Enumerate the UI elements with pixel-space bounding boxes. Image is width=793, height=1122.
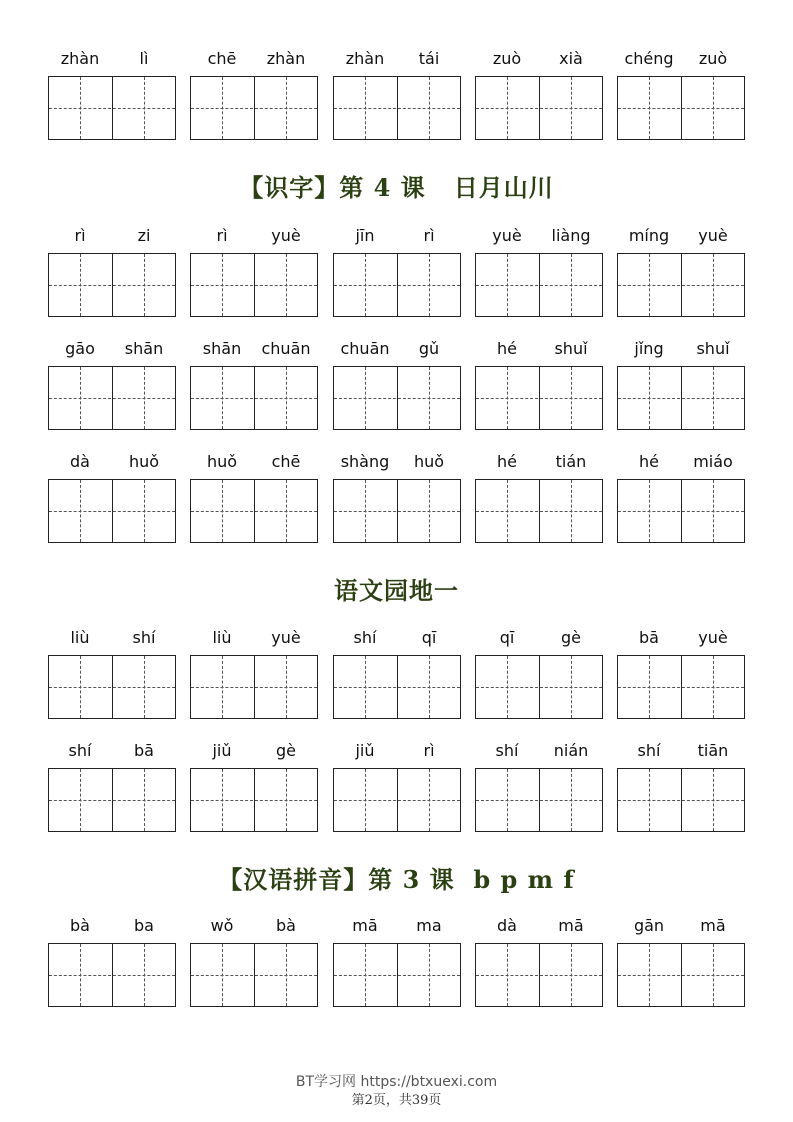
grid-guide-line [507, 480, 508, 542]
pinyin-label: chéng [624, 49, 674, 68]
grid-guide-line [649, 656, 650, 718]
pinyin-label: liù [212, 628, 232, 647]
pinyin-label: jīn [355, 226, 375, 245]
pinyin-label: shí [637, 741, 661, 760]
tianzige-writing-grid[interactable] [617, 655, 745, 719]
pinyin-label: shí [68, 741, 92, 760]
tianzige-writing-grid[interactable] [48, 943, 176, 1007]
word-practice-cell [333, 48, 461, 142]
pinyin-label: shuǐ [554, 339, 588, 358]
pinyin-label: gāo [65, 339, 95, 358]
grid-guide-line [334, 398, 460, 399]
grid-guide-line [334, 511, 460, 512]
practice-row [0, 338, 793, 432]
pinyin-label: hé [639, 452, 659, 471]
pinyin-label: zhàn [345, 49, 385, 68]
grid-guide-line [334, 108, 460, 109]
grid-guide-line [571, 77, 572, 139]
grid-guide-line [618, 108, 744, 109]
pinyin-label: chuān [340, 339, 390, 358]
grid-guide-line [507, 77, 508, 139]
word-practice-cell [617, 338, 745, 432]
tianzige-writing-grid[interactable] [190, 479, 318, 543]
grid-guide-line [429, 656, 430, 718]
pinyin-label: lì [139, 49, 149, 68]
pinyin-label: rì [74, 226, 86, 245]
grid-guide-line [286, 769, 287, 831]
tianzige-writing-grid[interactable] [333, 253, 461, 317]
word-practice-cell [190, 451, 318, 545]
word-practice-cell [475, 627, 603, 721]
grid-guide-line [476, 398, 602, 399]
tianzige-writing-grid[interactable] [333, 768, 461, 832]
word-practice-cell [48, 48, 176, 142]
grid-guide-line [571, 656, 572, 718]
pinyin-label: shí [132, 628, 156, 647]
word-practice-cell [475, 225, 603, 319]
grid-guide-line [476, 800, 602, 801]
grid-guide-line [80, 769, 81, 831]
grid-guide-line [571, 769, 572, 831]
word-practice-cell [617, 48, 745, 142]
word-practice-cell [190, 915, 318, 1009]
footer-page-number: 第2页，共39页 [351, 1093, 442, 1108]
pinyin-label: ba [134, 916, 154, 935]
pinyin-label: xià [559, 49, 583, 68]
grid-guide-line [618, 800, 744, 801]
tianzige-writing-grid[interactable] [617, 768, 745, 832]
grid-guide-line [713, 480, 714, 542]
pinyin-label: mā [558, 916, 584, 935]
tianzige-writing-grid[interactable] [333, 943, 461, 1007]
grid-guide-line [222, 769, 223, 831]
pinyin-label: liàng [551, 226, 591, 245]
pinyin-label: chē [271, 452, 301, 471]
pinyin-label: mā [700, 916, 726, 935]
tianzige-writing-grid[interactable] [617, 479, 745, 543]
grid-guide-line [222, 77, 223, 139]
pinyin-label: yuè [698, 628, 728, 647]
pinyin-label: zuò [492, 49, 522, 68]
grid-guide-line [713, 656, 714, 718]
grid-guide-line [286, 77, 287, 139]
word-practice-cell [190, 627, 318, 721]
tianzige-writing-grid[interactable] [333, 479, 461, 543]
grid-guide-line [80, 944, 81, 1006]
grid-guide-line [365, 944, 366, 1006]
grid-guide-line [571, 367, 572, 429]
grid-guide-line [365, 769, 366, 831]
tianzige-writing-grid[interactable] [48, 768, 176, 832]
pinyin-label: qī [499, 628, 515, 647]
pinyin-label: bà [276, 916, 296, 935]
pinyin-label: shuǐ [696, 339, 730, 358]
grid-guide-line [49, 687, 175, 688]
word-practice-cell [48, 338, 176, 432]
grid-guide-line [191, 975, 317, 976]
pinyin-label: chē [207, 49, 237, 68]
pinyin-label: shān [202, 339, 242, 358]
pinyin-label: tiān [697, 741, 729, 760]
pinyin-label: hé [497, 339, 517, 358]
word-practice-cell [617, 740, 745, 834]
pinyin-label: huǒ [206, 452, 238, 471]
grid-guide-line [649, 77, 650, 139]
grid-guide-line [144, 367, 145, 429]
tianzige-writing-grid[interactable] [475, 943, 603, 1007]
grid-guide-line [649, 769, 650, 831]
pinyin-label: jǐng [634, 339, 664, 358]
practice-row [0, 740, 793, 834]
grid-guide-line [80, 656, 81, 718]
word-practice-cell [333, 225, 461, 319]
grid-guide-line [476, 511, 602, 512]
lesson-heading-3: 【汉语拼音】第 3 课 b p m f [218, 865, 575, 894]
practice-row [0, 915, 793, 1009]
grid-guide-line [222, 944, 223, 1006]
word-practice-cell [48, 225, 176, 319]
grid-guide-line [286, 944, 287, 1006]
word-practice-cell [617, 915, 745, 1009]
grid-guide-line [49, 511, 175, 512]
tianzige-writing-grid[interactable] [190, 76, 318, 140]
pinyin-label: nián [553, 741, 589, 760]
pinyin-label: gè [276, 741, 296, 760]
grid-guide-line [49, 108, 175, 109]
grid-guide-line [80, 77, 81, 139]
grid-guide-line [191, 285, 317, 286]
pinyin-label: rì [423, 226, 435, 245]
word-practice-cell [475, 338, 603, 432]
grid-guide-line [476, 975, 602, 976]
word-practice-cell [617, 451, 745, 545]
pinyin-label: qī [421, 628, 437, 647]
grid-guide-line [713, 367, 714, 429]
tianzige-writing-grid[interactable] [617, 943, 745, 1007]
grid-guide-line [649, 944, 650, 1006]
pinyin-label: shí [495, 741, 519, 760]
grid-guide-line [191, 108, 317, 109]
pinyin-label: shàng [340, 452, 390, 471]
grid-guide-line [649, 254, 650, 316]
pinyin-label: mā [352, 916, 378, 935]
word-practice-cell [475, 48, 603, 142]
tianzige-writing-grid[interactable] [48, 655, 176, 719]
pinyin-label: yuè [271, 226, 301, 245]
grid-guide-line [713, 769, 714, 831]
pinyin-label: yuè [492, 226, 522, 245]
pinyin-label: shān [124, 339, 164, 358]
lesson-heading-2: 语文园地一 [334, 576, 459, 605]
pinyin-label: tián [555, 452, 587, 471]
tianzige-writing-grid[interactable] [475, 768, 603, 832]
tianzige-writing-grid[interactable] [333, 76, 461, 140]
tianzige-writing-grid[interactable] [475, 253, 603, 317]
grid-guide-line [571, 254, 572, 316]
grid-guide-line [144, 944, 145, 1006]
grid-guide-line [80, 254, 81, 316]
tianzige-writing-grid[interactable] [48, 366, 176, 430]
grid-guide-line [191, 800, 317, 801]
tianzige-writing-grid[interactable] [190, 943, 318, 1007]
grid-guide-line [429, 769, 430, 831]
grid-guide-line [222, 480, 223, 542]
pinyin-label: bā [639, 628, 659, 647]
grid-guide-line [618, 511, 744, 512]
grid-guide-line [429, 480, 430, 542]
tianzige-writing-grid[interactable] [617, 76, 745, 140]
grid-guide-line [476, 687, 602, 688]
pinyin-label: jiǔ [355, 741, 375, 760]
pinyin-label: zhàn [266, 49, 306, 68]
pinyin-label: jiǔ [212, 741, 232, 760]
grid-guide-line [49, 285, 175, 286]
grid-guide-line [429, 367, 430, 429]
grid-guide-line [144, 77, 145, 139]
pinyin-label: rì [216, 226, 228, 245]
pinyin-label: yuè [271, 628, 301, 647]
grid-guide-line [191, 687, 317, 688]
pinyin-label: chuān [261, 339, 311, 358]
pinyin-label: yuè [698, 226, 728, 245]
pinyin-label: wǒ [210, 916, 234, 935]
tianzige-writing-grid[interactable] [475, 479, 603, 543]
grid-guide-line [49, 398, 175, 399]
pinyin-label: liù [70, 628, 90, 647]
word-practice-cell [333, 627, 461, 721]
grid-guide-line [618, 285, 744, 286]
grid-guide-line [286, 367, 287, 429]
tianzige-writing-grid[interactable] [333, 655, 461, 719]
pinyin-label: huǒ [413, 452, 445, 471]
grid-guide-line [365, 254, 366, 316]
grid-guide-line [80, 367, 81, 429]
tianzige-writing-grid[interactable] [190, 253, 318, 317]
word-practice-cell [48, 915, 176, 1009]
grid-guide-line [222, 656, 223, 718]
word-practice-cell [333, 338, 461, 432]
grid-guide-line [334, 285, 460, 286]
grid-guide-line [80, 480, 81, 542]
word-practice-cell [475, 451, 603, 545]
word-practice-cell [190, 48, 318, 142]
pinyin-label: dà [497, 916, 517, 935]
grid-guide-line [334, 687, 460, 688]
pinyin-label: gè [561, 628, 581, 647]
grid-guide-line [713, 77, 714, 139]
pinyin-label: zi [137, 226, 151, 245]
word-practice-cell [48, 740, 176, 834]
tianzige-writing-grid[interactable] [475, 76, 603, 140]
pinyin-label: gǔ [418, 339, 440, 358]
grid-guide-line [286, 656, 287, 718]
word-practice-cell [617, 225, 745, 319]
word-practice-cell [333, 915, 461, 1009]
pinyin-label: miáo [693, 452, 733, 471]
grid-guide-line [649, 480, 650, 542]
pinyin-label: hé [497, 452, 517, 471]
tianzige-writing-grid[interactable] [475, 655, 603, 719]
grid-guide-line [365, 77, 366, 139]
practice-row [0, 48, 793, 142]
word-practice-cell [333, 740, 461, 834]
grid-guide-line [618, 687, 744, 688]
lesson-heading-1: 【识字】第 4 课 日月山川 [239, 173, 554, 202]
tianzige-writing-grid[interactable] [48, 479, 176, 543]
pinyin-label: ma [416, 916, 442, 935]
pinyin-label: míng [628, 226, 670, 245]
word-practice-cell [333, 451, 461, 545]
practice-row [0, 627, 793, 721]
grid-guide-line [507, 367, 508, 429]
pinyin-label: tái [418, 49, 440, 68]
tianzige-writing-grid[interactable] [48, 253, 176, 317]
grid-guide-line [286, 480, 287, 542]
grid-guide-line [334, 975, 460, 976]
grid-guide-line [365, 367, 366, 429]
tianzige-writing-grid[interactable] [617, 253, 745, 317]
grid-guide-line [618, 398, 744, 399]
grid-guide-line [222, 254, 223, 316]
grid-guide-line [429, 944, 430, 1006]
word-practice-cell [48, 451, 176, 545]
grid-guide-line [429, 77, 430, 139]
grid-guide-line [365, 656, 366, 718]
word-practice-cell [190, 338, 318, 432]
practice-row [0, 451, 793, 545]
grid-guide-line [49, 975, 175, 976]
grid-guide-line [476, 285, 602, 286]
grid-guide-line [191, 398, 317, 399]
pinyin-label: bà [70, 916, 90, 935]
tianzige-writing-grid[interactable] [190, 655, 318, 719]
pinyin-label: dà [70, 452, 90, 471]
tianzige-writing-grid[interactable] [475, 366, 603, 430]
tianzige-writing-grid[interactable] [190, 366, 318, 430]
grid-guide-line [507, 944, 508, 1006]
word-practice-cell [617, 627, 745, 721]
tianzige-writing-grid[interactable] [48, 76, 176, 140]
grid-guide-line [144, 769, 145, 831]
footer-site: BT学习网 https://btxuexi.com [295, 1074, 498, 1090]
grid-guide-line [429, 254, 430, 316]
grid-guide-line [571, 480, 572, 542]
grid-guide-line [507, 769, 508, 831]
pinyin-label: zuò [698, 49, 728, 68]
grid-guide-line [144, 480, 145, 542]
pinyin-label: zhàn [60, 49, 100, 68]
tianzige-writing-grid[interactable] [617, 366, 745, 430]
grid-guide-line [144, 656, 145, 718]
word-practice-cell [475, 740, 603, 834]
tianzige-writing-grid[interactable] [190, 768, 318, 832]
word-practice-cell [190, 225, 318, 319]
practice-row [0, 225, 793, 319]
grid-guide-line [507, 656, 508, 718]
grid-guide-line [571, 944, 572, 1006]
word-practice-cell [48, 627, 176, 721]
grid-guide-line [222, 367, 223, 429]
pinyin-label: shí [353, 628, 377, 647]
pinyin-label: bā [134, 741, 154, 760]
word-practice-cell [475, 915, 603, 1009]
grid-guide-line [144, 254, 145, 316]
grid-guide-line [507, 254, 508, 316]
grid-guide-line [365, 480, 366, 542]
grid-guide-line [334, 800, 460, 801]
grid-guide-line [713, 944, 714, 1006]
grid-guide-line [49, 800, 175, 801]
grid-guide-line [191, 511, 317, 512]
tianzige-writing-grid[interactable] [333, 366, 461, 430]
pinyin-label: gān [633, 916, 665, 935]
word-practice-cell [190, 740, 318, 834]
grid-guide-line [476, 108, 602, 109]
grid-guide-line [713, 254, 714, 316]
pinyin-label: rì [423, 741, 435, 760]
grid-guide-line [286, 254, 287, 316]
grid-guide-line [618, 975, 744, 976]
pinyin-label: huǒ [128, 452, 160, 471]
grid-guide-line [649, 367, 650, 429]
